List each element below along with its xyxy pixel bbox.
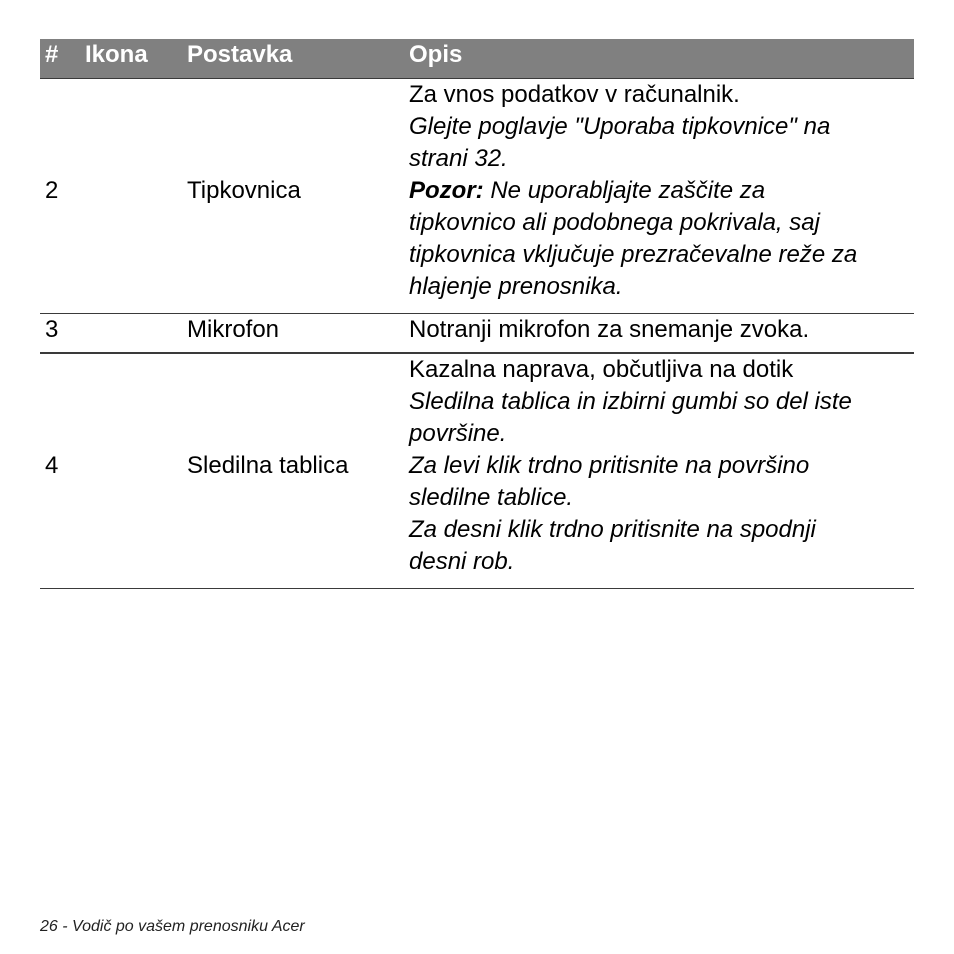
specs-table (40, 39, 914, 589)
warning-label: Pozor: (409, 177, 484, 204)
row-setting: Tipkovnica (187, 177, 301, 204)
description-line: Notranji mikrofon za snemanje zvoka. (409, 316, 810, 343)
row-number: 4 (45, 452, 59, 479)
table-row (40, 79, 914, 314)
description-line: Glejte poglavje "Uporaba tipkovnice" na (409, 113, 831, 140)
description-line: strani 32. (409, 145, 508, 172)
description-line: površine. (409, 420, 507, 447)
description-line: Za levi klik trdno pritisnite na površino (409, 452, 810, 479)
description-line: Za desni klik trdno pritisnite na spodnji (409, 516, 816, 543)
description-line: desni rob. (409, 548, 515, 575)
description-line: tipkovnica vključuje prezračevalne reže za (409, 241, 858, 268)
page-footer: 26 - Vodič po vašem prenosniku Acer (40, 918, 305, 935)
row-description (409, 314, 909, 346)
row-number: 3 (45, 316, 59, 343)
description-line: tipkovnico ali podobnega pokrivala, saj (409, 209, 820, 236)
header-icon: Ikona (85, 41, 148, 68)
description-line: sledilne tablice. (409, 484, 574, 511)
table-header (40, 39, 914, 79)
description-line: Kazalna naprava, občutljiva na dotik (409, 356, 794, 383)
row-description (409, 354, 909, 578)
row-description (409, 79, 909, 303)
row-setting: Sledilna tablica (187, 452, 349, 479)
description-line: hlajenje prenosnika. (409, 273, 623, 300)
header-number: # (45, 41, 59, 68)
header-description: Opis (409, 41, 463, 68)
table-row (40, 354, 914, 589)
warning-line (409, 175, 909, 207)
header-setting: Postavka (187, 41, 293, 68)
table-row (40, 314, 914, 354)
warning-text: Ne uporabljajte zaščite za (483, 177, 766, 204)
row-setting: Mikrofon (187, 316, 280, 343)
description-line: Za vnos podatkov v računalnik. (409, 81, 740, 108)
row-number: 2 (45, 177, 59, 204)
description-line: Sledilna tablica in izbirni gumbi so del iste (409, 388, 852, 415)
